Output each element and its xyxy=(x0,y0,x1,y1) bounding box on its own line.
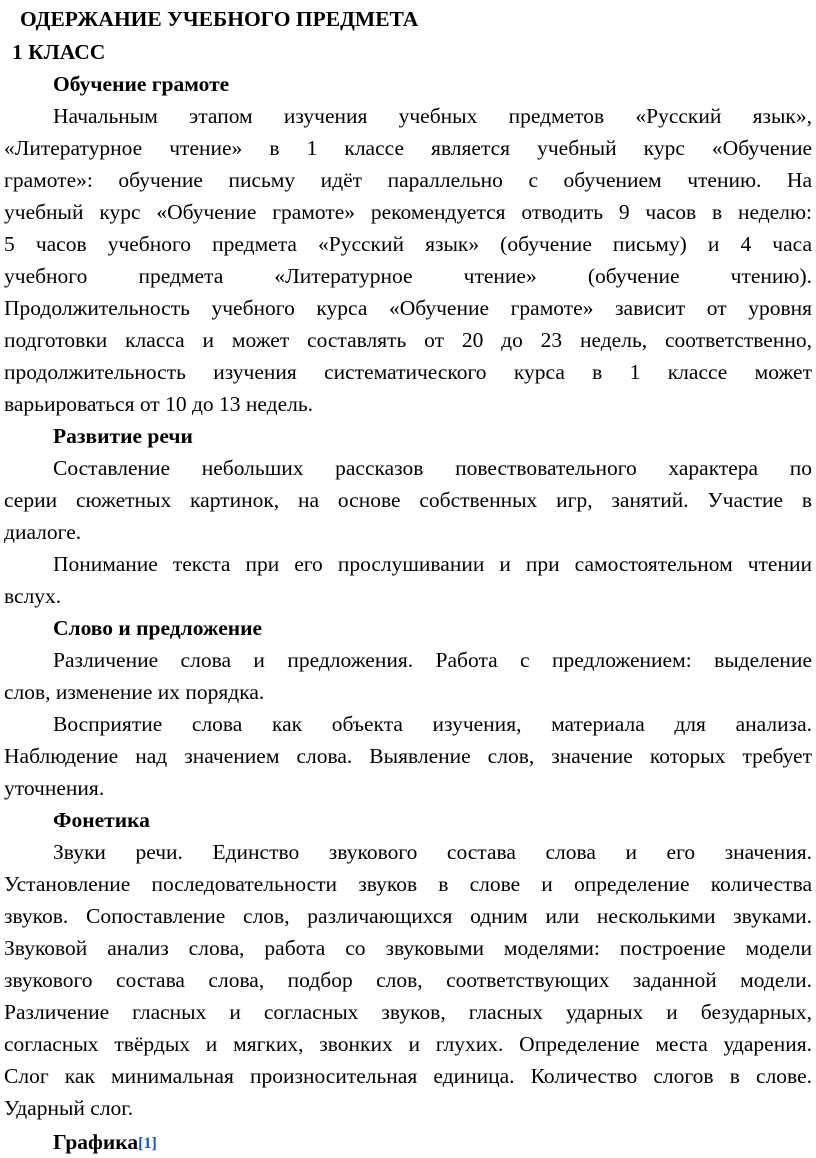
paragraph-line: Составление небольших рассказов повествовательного характера по xyxy=(53,456,812,480)
paragraph-line: звукового состава слова, подбор слов, соответствующих заданной модели. xyxy=(4,968,812,992)
paragraph-line: Начальным этапом изучения учебных предметов «Русский язык», xyxy=(53,104,812,128)
paragraph-line: слов, изменение их порядка. xyxy=(4,680,265,704)
paragraph-line: Слог как минимальная произносительная единица. Количество слогов в слове. xyxy=(4,1064,812,1088)
document-title: ОДЕРЖАНИЕ УЧЕБНОГО ПРЕДМЕТА xyxy=(20,7,419,31)
paragraph-line: Звуковой анализ слова, работа со звуковыми моделями: построение модели xyxy=(4,936,812,960)
section-heading-phonetics: Фонетика xyxy=(53,808,150,832)
paragraph-line: учебный курс «Обучение грамоте» рекомендуется отводить 9 часов в неделю: xyxy=(4,200,812,224)
paragraph-line: продолжительность изучения систематического курса в 1 классе может xyxy=(4,360,812,384)
grade-title: 1 КЛАСС xyxy=(12,40,106,64)
section-heading-speech: Развитие речи xyxy=(53,424,193,448)
paragraph-line: 5 часов учебного предмета «Русский язык» (обучение письму) и 4 часа xyxy=(4,232,812,256)
section-heading-literacy: Обучение грамоте xyxy=(53,72,230,96)
paragraph-line: Установление последовательности звуков в слове и определение количества xyxy=(4,872,812,896)
paragraph-line: серии сюжетных картинок, на основе собственных игр, занятий. Участие в xyxy=(4,488,812,512)
paragraph-line: Различение гласных и согласных звуков, гласных ударных и безударных, xyxy=(4,1000,812,1024)
paragraph-line: Наблюдение над значением слова. Выявление слов, значение которых требует xyxy=(4,744,812,768)
section-heading-graphics xyxy=(4,1124,812,1158)
paragraph-line: Ударный слог. xyxy=(4,1096,134,1120)
paragraph-line: Различение слова и предложения. Работа с предложением: выделение xyxy=(53,648,812,672)
paragraph-line: учебного предмета «Литературное чтение» (обучение чтению). xyxy=(4,264,812,288)
paragraph-line: звуков. Сопоставление слов, различающихся одним или несколькими звуками. xyxy=(4,904,812,928)
paragraph-line: варьироваться от 10 до 13 недель. xyxy=(4,392,314,416)
section-heading-graphics-label: Графика xyxy=(53,1130,139,1154)
paragraph-line: Продолжительность учебного курса «Обучение грамоте» зависит от уровня xyxy=(4,296,812,320)
paragraph-line: согласных твёрдых и мягких, звонких и глухих. Определение места ударения. xyxy=(4,1032,812,1056)
paragraph-line: подготовки класса и может составлять от 20 до 23 недель, соответственно, xyxy=(4,328,812,352)
paragraph-line: диалоге. xyxy=(4,520,82,544)
paragraph-line: Звуки речи. Единство звукового состава слова и его значения. xyxy=(53,840,812,864)
paragraph-line: грамоте»: обучение письму идёт параллельно с обучением чтению. На xyxy=(4,168,812,192)
section-heading-word-sentence: Слово и предложение xyxy=(53,616,263,640)
document-page xyxy=(4,4,812,1158)
footnote-reference-link[interactable]: [1] xyxy=(138,1135,157,1152)
paragraph-line: «Литературное чтение» в 1 классе является учебный курс «Обучение xyxy=(4,136,812,160)
paragraph-line: Восприятие слова как объекта изучения, материала для анализа. xyxy=(53,712,812,736)
paragraph-line: вслух. xyxy=(4,584,62,608)
paragraph-line: уточнения. xyxy=(4,776,105,800)
paragraph-line: Понимание текста при его прослушивании и при самостоятельном чтении xyxy=(53,552,812,576)
